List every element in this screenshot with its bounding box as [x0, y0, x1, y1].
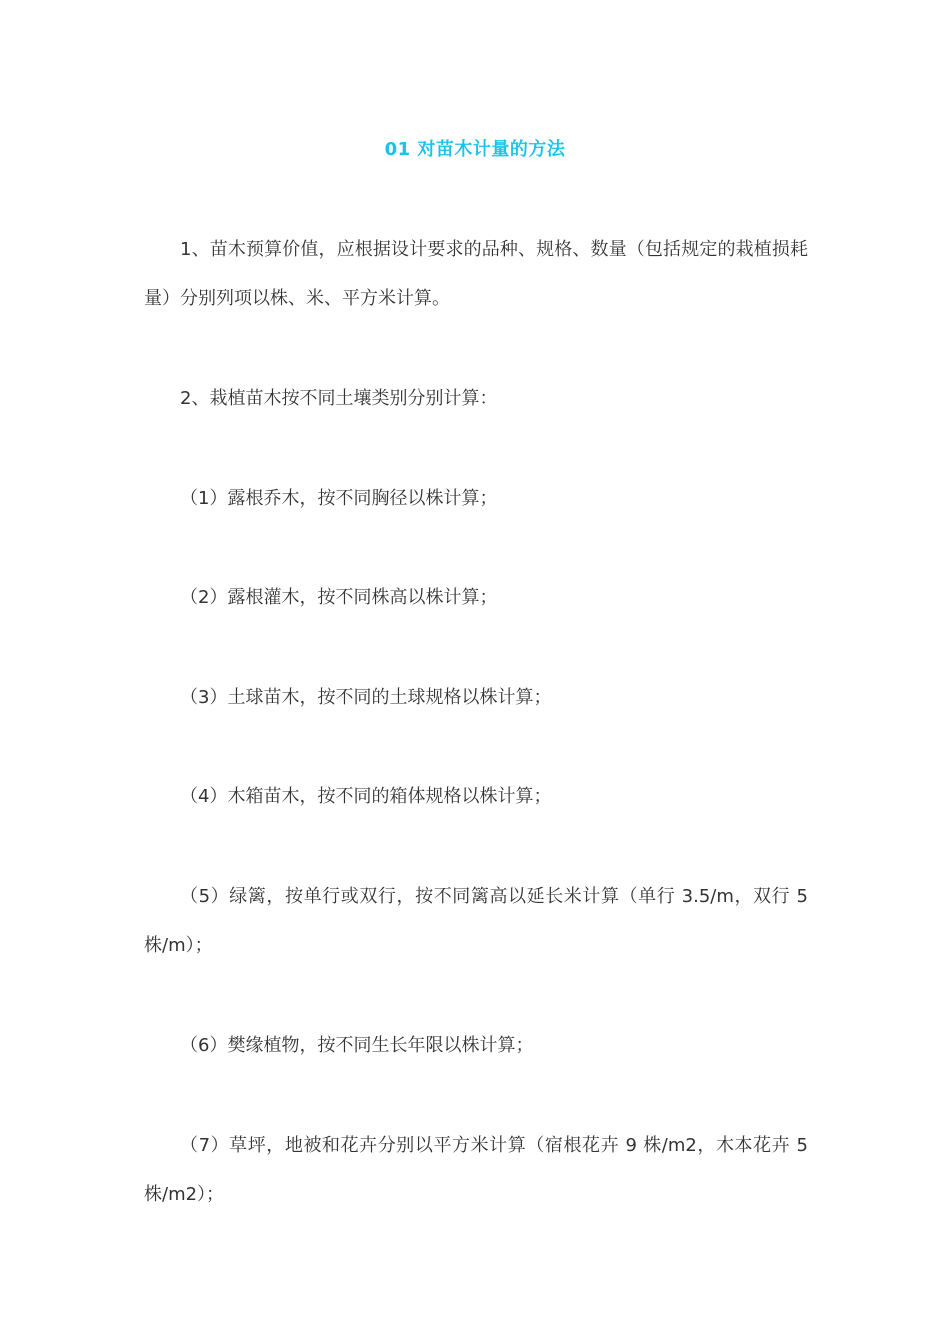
paragraph-item-6: （6）樊缘植物，按不同生长年限以株计算； — [180, 1035, 534, 1056]
paragraph-item-5: （5）绿篱，按单行或双行，按不同篱高以延长米计算（单行 3.5/m，双行 5 株/m）； — [144, 886, 808, 956]
paragraph-item-2: （2）露根灌木，按不同株高以株计算； — [180, 587, 498, 608]
paragraph-item-3: （3）土球苗木，按不同的土球规格以株计算； — [180, 687, 552, 708]
paragraph-1: 1、苗木预算价值，应根据设计要求的品种、规格、数量（包括规定的栽植损耗量）分别列项以株、米、平方米计算。 — [144, 239, 808, 309]
paragraph-item-4: （4）木箱苗木，按不同的箱体规格以株计算； — [180, 786, 552, 807]
paragraph-2: 2、栽植苗木按不同土壤类别分别计算： — [180, 388, 498, 409]
paragraph-item-1: （1）露根乔木，按不同胸径以株计算； — [180, 488, 498, 509]
paragraph-item-7: （7）草坪，地被和花卉分别以平方米计算（宿根花卉 9 株/m2，木本花卉 5 株/m2）； — [144, 1135, 808, 1205]
document-title: 01 对苗木计量的方法 — [384, 139, 566, 160]
